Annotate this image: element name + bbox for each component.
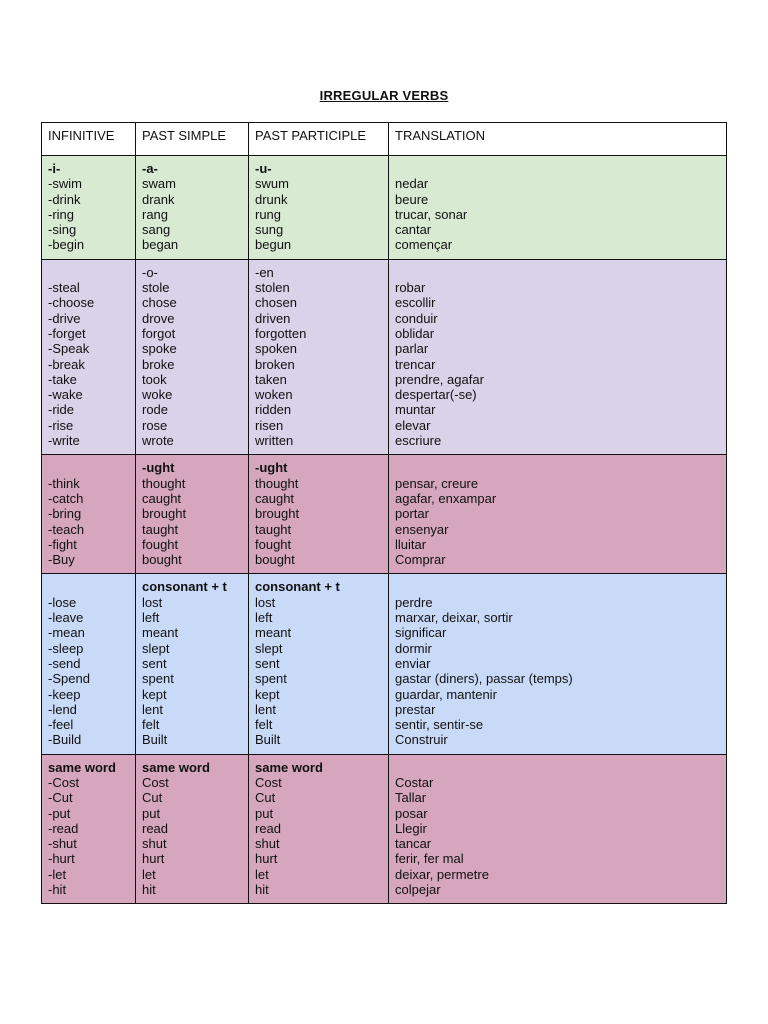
cell-translation — [389, 754, 727, 904]
verb-past-simple: let — [142, 866, 156, 882]
verb-infinitive: -break — [48, 356, 85, 372]
verb-past-simple: shut — [142, 836, 167, 852]
verb-past-participle: put — [255, 805, 274, 821]
verb-past-simple: thought — [142, 475, 186, 491]
verb-past-simple: chose — [142, 295, 177, 311]
verb-past-simple: drove — [142, 310, 175, 326]
group-heading: same word — [142, 759, 210, 775]
cell-past-participle — [249, 156, 389, 260]
verb-past-participle: chosen — [255, 295, 297, 311]
verb-past-participle: risen — [255, 417, 284, 433]
header-translation: TRANSLATION — [389, 123, 727, 156]
verb-infinitive: -hit — [48, 882, 67, 898]
verb-past-simple: fought — [142, 536, 179, 552]
verb-translation: cantar — [395, 222, 432, 238]
verb-past-participle: broken — [255, 356, 295, 372]
verb-past-participle: ridden — [255, 402, 292, 418]
verb-infinitive: -drive — [48, 310, 81, 326]
verb-past-participle: Cut — [255, 790, 276, 806]
verb-past-simple: brought — [142, 506, 187, 522]
verb-translation: trucar, sonar — [395, 206, 468, 222]
verb-past-participle: meant — [255, 625, 292, 641]
verb-past-participle: brought — [255, 506, 300, 522]
verb-past-participle: swum — [255, 176, 289, 192]
verb-past-simple: put — [142, 805, 161, 821]
verb-past-simple: caught — [142, 490, 182, 506]
verb-translation: agafar, enxampar — [395, 490, 497, 506]
verb-past-simple: sang — [142, 222, 171, 238]
cell-translation — [389, 259, 727, 455]
cell-translation — [389, 156, 727, 260]
irregular-verbs-table — [41, 122, 727, 904]
verb-translation: elevar — [395, 417, 431, 433]
group-heading: -a- — [142, 161, 158, 176]
cell-infinitive — [42, 156, 136, 260]
verb-translation: Costar — [395, 774, 434, 790]
verb-translation: ferir, fer mal — [395, 851, 464, 867]
verb-infinitive: -keep — [48, 686, 81, 702]
verb-infinitive: -take — [48, 371, 77, 387]
verb-translation: beure — [395, 191, 429, 207]
verb-infinitive: -forget — [48, 325, 86, 341]
cell-past-simple — [136, 754, 249, 904]
group-heading: same word — [255, 759, 323, 775]
verb-past-participle: rung — [255, 206, 282, 222]
group-heading: -u- — [255, 161, 272, 176]
verb-past-simple: swam — [142, 176, 176, 192]
verb-past-simple: lost — [142, 594, 163, 610]
verb-past-simple: rang — [142, 206, 169, 222]
verb-translation: muntar — [395, 402, 436, 418]
group-heading — [395, 579, 720, 594]
verb-translation: sentir, sentir-se — [395, 717, 484, 733]
verb-infinitive: -write — [48, 433, 80, 449]
verb-past-participle: sent — [255, 655, 280, 671]
verb-past-simple: rode — [142, 402, 169, 418]
cell-past-participle — [249, 574, 389, 754]
verb-translation: prendre, agafar — [395, 371, 484, 387]
verb-infinitive: -begin — [48, 237, 85, 253]
group-heading: -o- — [142, 264, 158, 280]
verb-translation: robar — [395, 280, 426, 296]
verb-past-participle: felt — [255, 717, 273, 733]
verb-past-simple: slept — [142, 640, 170, 656]
verb-group-row — [42, 754, 727, 904]
group-heading — [48, 265, 129, 280]
verb-infinitive: -mean — [48, 625, 85, 641]
verb-infinitive: -choose — [48, 295, 95, 311]
verb-past-participle: kept — [255, 686, 280, 702]
verb-past-participle: Built — [255, 732, 281, 748]
verb-translation: posar — [395, 805, 428, 821]
page-title: IRREGULAR VERBS — [319, 88, 449, 103]
verb-infinitive: -Cost — [48, 774, 80, 790]
group-heading: consonant + t — [255, 579, 340, 595]
verb-past-simple: taught — [142, 521, 179, 537]
verb-translation: dormir — [395, 640, 432, 656]
verb-infinitive: -think — [48, 475, 80, 491]
verb-infinitive: -Speak — [48, 341, 90, 357]
group-heading: -en — [255, 264, 274, 280]
verb-infinitive: -ring — [48, 206, 75, 222]
group-heading — [395, 460, 720, 475]
verb-past-simple: Cost — [142, 774, 169, 790]
verb-infinitive: -leave — [48, 610, 84, 626]
verb-past-simple: spent — [142, 671, 174, 687]
verb-past-participle: woken — [255, 387, 293, 403]
verb-past-participle: taught — [255, 521, 292, 537]
verb-past-participle: read — [255, 820, 282, 836]
verb-past-simple: hit — [142, 882, 156, 898]
verb-past-participle: let — [255, 866, 269, 882]
verb-infinitive: -steal — [48, 280, 80, 296]
cell-past-simple — [136, 259, 249, 455]
verb-past-participle: caught — [255, 490, 295, 506]
verb-past-participle: bought — [255, 552, 295, 568]
verb-past-simple: read — [142, 820, 169, 836]
verb-infinitive: -drink — [48, 191, 81, 207]
cell-past-simple — [136, 574, 249, 754]
verb-translation: deixar, permetre — [395, 866, 489, 882]
verb-translation: marxar, deixar, sortir — [395, 610, 513, 626]
verb-infinitive: -swim — [48, 176, 82, 192]
verb-infinitive: -Cut — [48, 790, 73, 806]
cell-past-participle — [249, 259, 389, 455]
verb-past-participle: hurt — [255, 851, 278, 867]
verb-past-participle: shut — [255, 836, 280, 852]
verb-translation: prestar — [395, 701, 436, 717]
verb-past-participle: stolen — [255, 280, 290, 296]
verb-translation: parlar — [395, 341, 429, 357]
verb-infinitive: -wake — [48, 387, 83, 403]
verb-past-simple: Built — [142, 732, 168, 748]
verb-translation: guardar, mantenir — [395, 686, 497, 702]
verb-translation: oblidar — [395, 325, 435, 341]
verb-past-simple: stole — [142, 280, 170, 296]
cell-infinitive — [42, 455, 136, 574]
verb-translation: nedar — [395, 176, 429, 192]
verb-past-participle: begun — [255, 237, 292, 253]
cell-translation — [389, 574, 727, 754]
verb-past-participle: fought — [255, 536, 292, 552]
verb-translation: tancar — [395, 836, 432, 852]
verb-translation: escriure — [395, 433, 442, 449]
verb-translation: gastar (diners), passar (temps) — [395, 671, 573, 687]
verb-past-simple: rose — [142, 417, 168, 433]
verb-past-participle: taken — [255, 371, 287, 387]
verb-past-simple: kept — [142, 686, 167, 702]
verb-group-row — [42, 455, 727, 574]
verb-infinitive: -hurt — [48, 851, 75, 867]
verb-infinitive: -feel — [48, 717, 74, 733]
cell-past-participle — [249, 754, 389, 904]
verb-past-participle: thought — [255, 475, 299, 491]
verb-translation: significar — [395, 625, 447, 641]
verb-infinitive: -let — [48, 866, 67, 882]
verb-infinitive: -Buy — [48, 552, 75, 568]
verb-past-simple: wrote — [142, 433, 174, 449]
group-heading — [395, 161, 720, 176]
verb-infinitive: -sleep — [48, 640, 84, 656]
verb-past-participle: Cost — [255, 774, 282, 790]
verb-translation: començar — [395, 237, 453, 253]
verb-past-participle: slept — [255, 640, 283, 656]
verb-translation: enviar — [395, 655, 431, 671]
group-heading: consonant + t — [142, 579, 227, 595]
verb-infinitive: -shut — [48, 836, 77, 852]
verb-past-simple: woke — [142, 387, 173, 403]
verb-infinitive: -send — [48, 655, 81, 671]
cell-translation — [389, 455, 727, 574]
group-heading — [395, 760, 720, 775]
verb-infinitive: -read — [48, 820, 79, 836]
verb-translation: Tallar — [395, 790, 427, 806]
verb-translation: Llegir — [395, 820, 427, 836]
verb-past-simple: broke — [142, 356, 175, 372]
verb-translation: conduir — [395, 310, 438, 326]
verb-past-participle: lost — [255, 594, 276, 610]
verb-past-simple: drank — [142, 191, 175, 207]
verb-translation: Construir — [395, 732, 448, 748]
verb-infinitive: -sing — [48, 222, 77, 238]
verb-past-participle: spoken — [255, 341, 297, 357]
verb-group-row — [42, 156, 727, 260]
verb-past-participle: written — [255, 433, 294, 449]
cell-past-simple — [136, 156, 249, 260]
verb-translation: Comprar — [395, 552, 446, 568]
group-heading — [395, 265, 720, 280]
verb-translation: colpejar — [395, 882, 441, 898]
table-body — [42, 156, 727, 904]
verb-translation: trencar — [395, 356, 436, 372]
verb-infinitive: -teach — [48, 521, 85, 537]
group-heading: -ught — [142, 460, 175, 476]
verb-translation: escollir — [395, 295, 436, 311]
verb-infinitive: -catch — [48, 490, 84, 506]
verb-past-simple: felt — [142, 717, 160, 733]
verb-past-participle: lent — [255, 701, 276, 717]
verb-translation: portar — [395, 506, 429, 522]
verb-past-participle: left — [255, 610, 273, 626]
verb-past-simple: forgot — [142, 325, 176, 341]
verb-past-participle: sung — [255, 222, 284, 238]
verb-past-simple: Cut — [142, 790, 163, 806]
verb-past-simple: began — [142, 237, 179, 253]
verb-past-participle: spent — [255, 671, 287, 687]
header-past-simple: PAST SIMPLE — [136, 123, 249, 156]
verb-group-row — [42, 259, 727, 455]
verb-translation: lluitar — [395, 536, 427, 552]
verb-infinitive: -ride — [48, 402, 75, 418]
verb-past-participle: forgotten — [255, 325, 307, 341]
verb-past-participle: hit — [255, 882, 269, 898]
cell-infinitive — [42, 259, 136, 455]
verb-past-simple: meant — [142, 625, 179, 641]
verb-translation: ensenyar — [395, 521, 449, 537]
verb-past-simple: spoke — [142, 341, 177, 357]
verb-translation: pensar, creure — [395, 475, 479, 491]
verb-past-simple: sent — [142, 655, 167, 671]
verb-infinitive: -Build — [48, 732, 82, 748]
verb-infinitive: -fight — [48, 536, 77, 552]
group-heading — [48, 579, 129, 594]
verb-infinitive: -put — [48, 805, 71, 821]
verb-past-participle: drunk — [255, 191, 288, 207]
verb-infinitive: -Spend — [48, 671, 90, 687]
verb-infinitive: -lose — [48, 594, 77, 610]
cell-infinitive — [42, 574, 136, 754]
verb-translation: perdre — [395, 594, 433, 610]
verb-infinitive: -bring — [48, 506, 82, 522]
header-past-participle: PAST PARTICIPLE — [249, 123, 389, 156]
group-heading — [48, 460, 129, 475]
verb-past-participle: driven — [255, 310, 291, 326]
verb-translation: despertar(-se) — [395, 387, 477, 403]
verb-infinitive: -lend — [48, 701, 77, 717]
verb-past-simple: bought — [142, 552, 182, 568]
cell-infinitive — [42, 754, 136, 904]
group-heading: -i- — [48, 161, 61, 176]
cell-past-simple — [136, 455, 249, 574]
verb-past-simple: took — [142, 371, 167, 387]
group-heading: same word — [48, 759, 116, 775]
verb-past-simple: left — [142, 610, 160, 626]
cell-past-participle — [249, 455, 389, 574]
verb-infinitive: -rise — [48, 417, 74, 433]
header-infinitive: INFINITIVE — [42, 123, 136, 156]
group-heading: -ught — [255, 460, 288, 476]
verb-past-simple: hurt — [142, 851, 165, 867]
verb-group-row — [42, 574, 727, 754]
verb-past-simple: lent — [142, 701, 163, 717]
table-header-row — [42, 123, 727, 156]
